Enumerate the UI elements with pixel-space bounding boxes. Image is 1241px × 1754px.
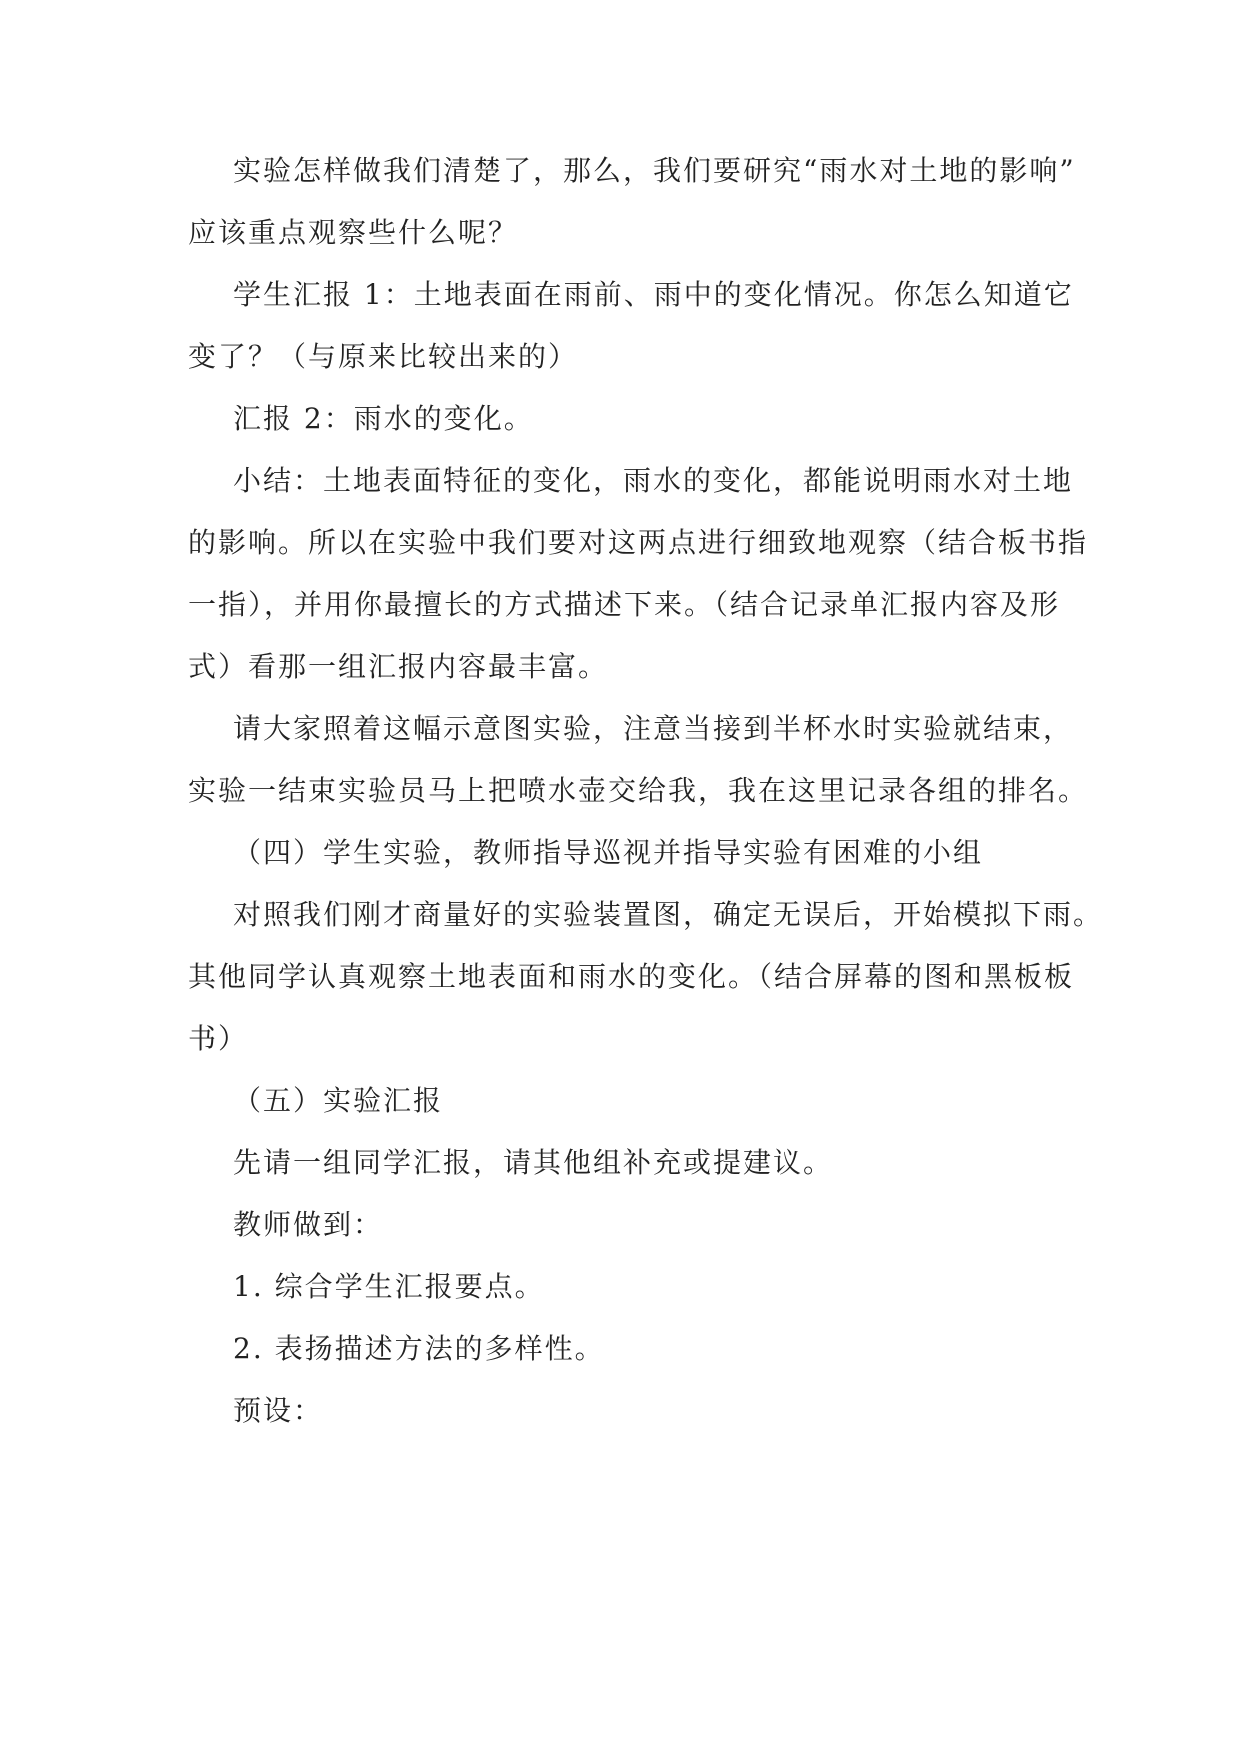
list-item-1 [188,1256,1068,1318]
paragraph-preset [188,1380,1068,1442]
paragraph-experiment-focus [188,140,1076,264]
text-line: 预设： [233,1394,324,1427]
text-line: 小结：土地表面特征的变化，雨水的变化，都能说明雨水对土地 [233,464,1074,497]
text-line: 1. 综合学生汇报要点。 [233,1270,545,1303]
text-line: 变了？（与原来比较出来的） [188,340,579,373]
text-line: （五）实验汇报 [233,1084,444,1117]
text-line: 对照我们刚才商量好的实验装置图，确定无误后，开始模拟下雨。 [233,898,1104,931]
text-line: 其他同学认真观察土地表面和雨水的变化。（结合屏幕的图和黑板板 [188,960,1075,993]
section-heading-four [188,822,1068,884]
paragraph-student-report-2 [188,388,1068,450]
text-line: 式）看那一组汇报内容最丰富。 [188,650,609,683]
text-line: 一指），并用你最擅长的方式描述下来。（结合记录单汇报内容及形 [188,588,1061,621]
list-item-2 [188,1318,1068,1380]
text-line: 请大家照着这幅示意图实验，注意当接到半杯水时实验就结束， [233,712,1074,745]
text-line: 实验一结束实验员马上把喷水壶交给我，我在这里记录各组的排名。 [188,774,1089,807]
section-heading-five [188,1070,1068,1132]
paragraph-teacher-tasks [188,1194,1068,1256]
paragraph-simulate-rain [188,884,1104,1070]
text-line: 书） [188,1022,249,1055]
text-line: 汇报 2：雨水的变化。 [233,402,534,435]
text-line: 实验怎样做我们清楚了，那么，我们要研究“雨水对土地的影响” [233,154,1076,187]
paragraph-summary [188,450,1089,698]
text-line: 学生汇报 1：土地表面在雨前、雨中的变化情况。你怎么知道它 [233,278,1074,311]
text-line: （四）学生实验，教师指导巡视并指导实验有困难的小组 [233,836,984,869]
text-line: 先请一组同学汇报，请其他组补充或提建议。 [233,1146,834,1179]
paragraph-instructions [188,698,1089,822]
text-line: 应该重点观察些什么呢？ [188,216,519,249]
paragraph-student-report-1 [188,264,1074,388]
text-line: 的影响。所以在实验中我们要对这两点进行细致地观察（结合板书指 [188,526,1089,559]
text-line: 2. 表扬描述方法的多样性。 [233,1332,605,1365]
paragraph-group-report [188,1132,1068,1194]
text-line: 教师做到： [233,1208,384,1241]
